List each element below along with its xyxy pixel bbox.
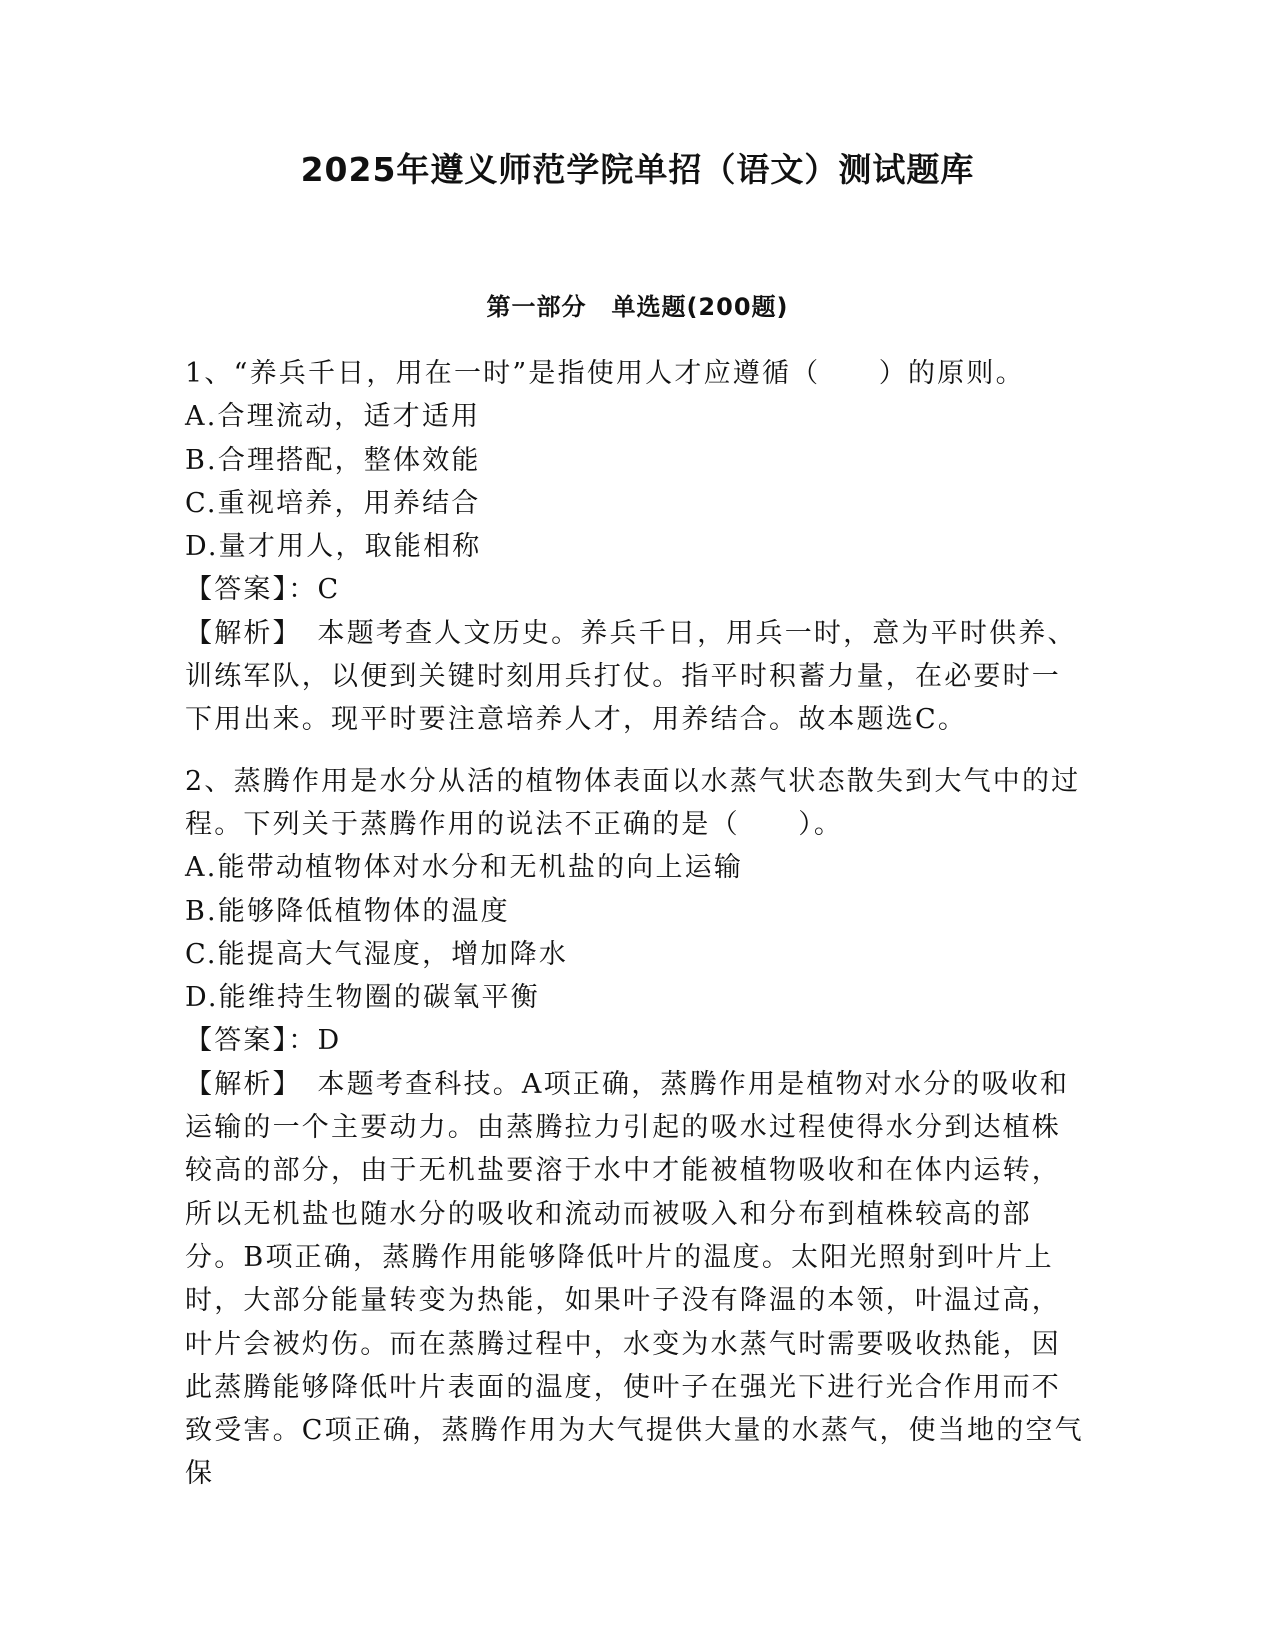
- option-d: D.量才用人，取能相称: [185, 531, 482, 563]
- answer-line: [185, 1019, 1085, 1062]
- analysis-label: 【解析】: [185, 617, 318, 649]
- option-a: A.能带动植物体对水分和无机盐的向上运输: [185, 852, 744, 884]
- question-stem: 2、蒸腾作用是水分从活的植物体表面以水蒸气状态散失到大气中的过程。下列关于蒸腾作用的说法不正确的是（ ）。: [185, 765, 1081, 840]
- answer-value: D: [317, 1025, 342, 1057]
- question-list: [185, 352, 1085, 1514]
- analysis: [185, 1063, 1085, 1496]
- analysis: [185, 612, 1085, 742]
- section-heading: 第一部分 单选题(200题): [486, 293, 789, 321]
- question-1: [185, 352, 1085, 742]
- option-c: C.能提高大气湿度，增加降水: [185, 938, 569, 970]
- answer-value: C: [317, 574, 341, 606]
- option-c: C.重视培养，用养结合: [185, 487, 481, 519]
- analysis-text: 本题考查科技。A项正确，蒸腾作用是植物对水分的吸收和运输的一个主要动力。由蒸腾拉力引起的吸水过程使得水分到达植株较高的部分，由于无机盐要溶于水中才能被植物吸收和在体内运转，所以无机盐也随水分的吸收和流动而被吸入和分布到植株较高的部分。B项正确，蒸腾作用能够降低叶片的温度。太阳光照射到叶片上时，大部分能量转变为热能，如果叶子没有降温的本领，叶温过高，叶片会被灼伤。而在蒸腾过程中，水变为水蒸气时需要吸收热能，因此蒸腾能够降低叶片表面的温度，使叶子在强光下进行光合作用而不致受害。C项正确，蒸腾作用为大气提供大量的水蒸气，使当地的空气保: [185, 1068, 1084, 1490]
- document-title: 2025年遵义师范学院单招（语文）测试题库: [300, 150, 975, 189]
- option-b: B.能够降低植物体的温度: [185, 895, 510, 927]
- question-2: [185, 760, 1085, 1496]
- option-b: B.合理搭配，整体效能: [185, 444, 481, 476]
- answer-label: 【答案】：: [185, 574, 318, 606]
- analysis-text: 本题考查人文历史。养兵千日，用兵一时，意为平时供养、训练军队，以便到关键时刻用兵打仗。指平时积蓄力量，在必要时一下用出来。现平时要注意培养人才，用养结合。故本题选C。: [185, 617, 1077, 736]
- option-d: D.能维持生物圈的碳氧平衡: [185, 982, 540, 1014]
- answer-line: [185, 568, 1085, 611]
- answer-label: 【答案】：: [185, 1025, 318, 1057]
- analysis-label: 【解析】: [185, 1068, 318, 1100]
- option-a: A.合理流动，适才适用: [185, 401, 481, 433]
- question-stem: 1、“养兵千日，用在一时”是指使用人才应遵循（ ）的原则。: [185, 358, 1025, 389]
